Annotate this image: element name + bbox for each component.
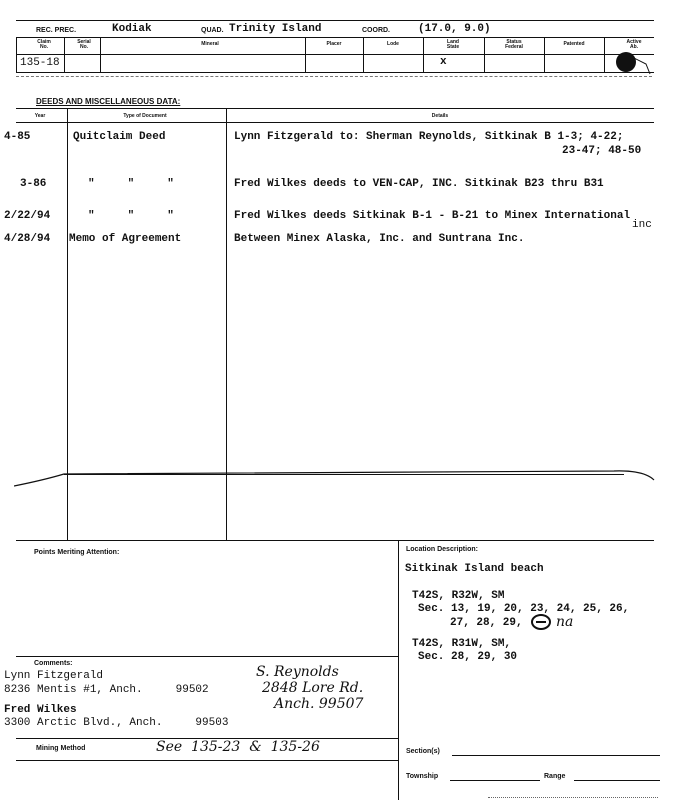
deed-type: " " " bbox=[88, 178, 174, 190]
deed-year: 4/28/94 bbox=[4, 233, 51, 245]
col-status-federal: Status Federal bbox=[505, 39, 523, 50]
location-block2-line2: Sec. 28, 29, 30 bbox=[418, 651, 518, 663]
ink-blot-icon bbox=[612, 48, 652, 78]
location-block1-line1: T42S, R32W, SM bbox=[412, 590, 505, 602]
scan-noise-rule bbox=[16, 76, 652, 77]
deed-year: 4-85 bbox=[4, 131, 31, 143]
col-details: Details bbox=[431, 113, 449, 119]
col-year: Year bbox=[34, 113, 46, 119]
paper-fold-line bbox=[14, 462, 666, 492]
claim-table-divider bbox=[423, 37, 424, 72]
range-label: Range bbox=[544, 773, 566, 780]
township-label: Township bbox=[406, 773, 439, 780]
paper-fold-rule bbox=[64, 474, 624, 475]
coord-value: (17.0, 9.0) bbox=[418, 23, 491, 35]
col-active: Active Ab. bbox=[626, 39, 642, 50]
deed-details: Between Minex Alaska, Inc. and Suntrana Inc. bbox=[234, 233, 525, 245]
comment-line: Lynn Fitzgerald bbox=[4, 670, 104, 682]
claim-table-divider bbox=[604, 37, 605, 72]
deed-details-cont: inc bbox=[632, 219, 652, 231]
deed-details: Fred Wilkes deeds to VEN-CAP, INC. Sitkinak B23 thru B31 bbox=[234, 178, 604, 190]
location-description: Sitkinak Island beach bbox=[405, 563, 544, 575]
comment-line: 3300 Arctic Blvd., Anch. 99503 bbox=[4, 717, 229, 729]
location-description-label: Location Description: bbox=[406, 546, 478, 553]
deed-type: " " " bbox=[88, 210, 174, 222]
quad-label: QUAD. bbox=[201, 27, 224, 34]
rec-prec-label: REC. PREC. bbox=[36, 27, 77, 34]
location-block2-line1: T42S, R31W, SM, bbox=[412, 638, 512, 650]
claim-table-divider bbox=[544, 37, 545, 72]
comments-label: Comments: bbox=[34, 660, 73, 667]
handwritten-name: S. Reynolds bbox=[256, 664, 339, 680]
claim-table-divider bbox=[64, 37, 65, 72]
deeds-top-rule bbox=[16, 108, 654, 109]
comment-line: Fred Wilkes bbox=[4, 704, 77, 716]
comment-line: 8236 Mentis #1, Anch. 99502 bbox=[4, 684, 209, 696]
coord-label: COORD. bbox=[362, 27, 390, 34]
rec-prec-value: Kodiak bbox=[112, 23, 152, 35]
deed-type: Quitclaim Deed bbox=[73, 131, 166, 143]
mining-method-label: Mining Method bbox=[36, 745, 86, 752]
quad-value: Trinity Island bbox=[229, 23, 322, 35]
col-land-status: Land State bbox=[446, 39, 460, 50]
points-meriting-attention-label: Points Meriting Attention: bbox=[34, 549, 120, 556]
location-block1-line3: 27, 28, 29, bbox=[450, 617, 523, 629]
deed-details: Lynn Fitzgerald to: Sherman Reynolds, Sitkinak B 1-3; 4-22; bbox=[234, 131, 624, 143]
location-handwritten-note: na bbox=[556, 614, 574, 630]
location-block1-line2: Sec. 13, 19, 20, 23, 24, 25, 26, bbox=[418, 603, 630, 615]
col-type-of-document: Type of Document bbox=[123, 113, 167, 119]
deed-details-cont: 23-47; 48-50 bbox=[562, 145, 642, 157]
claim-table-left-rule bbox=[16, 37, 17, 72]
col-mineral: Mineral bbox=[201, 41, 219, 47]
deeds-header-rule bbox=[16, 122, 654, 123]
handwritten-city-zip: Anch. 99507 bbox=[274, 696, 364, 712]
claim-table-top-rule bbox=[16, 37, 654, 38]
col-lode: Lode bbox=[387, 41, 399, 47]
scan-noise-rule bbox=[488, 797, 658, 798]
col-serial-no: Serial No. bbox=[77, 39, 91, 50]
mining-method-handwritten: See 135-23 & 135-26 bbox=[156, 739, 320, 755]
claim-no-value: 135-18 bbox=[20, 57, 60, 69]
sections-label: Section(s) bbox=[406, 748, 440, 755]
township-field-line bbox=[450, 780, 540, 781]
sections-field-line bbox=[452, 755, 660, 756]
claim-table-header-rule bbox=[16, 54, 654, 55]
handwritten-address: 2848 Lore Rd. bbox=[262, 680, 364, 696]
circled-mark-icon bbox=[530, 613, 554, 631]
range-field-line bbox=[574, 780, 660, 781]
lower-section-divider bbox=[398, 540, 399, 800]
deed-year: 2/22/94 bbox=[4, 210, 51, 222]
deed-year: 3-86 bbox=[20, 178, 47, 190]
comments-top-rule bbox=[16, 656, 398, 657]
lower-section-top-rule bbox=[16, 540, 654, 541]
col-claim-no: Claim No. bbox=[37, 39, 51, 50]
header-top-rule bbox=[16, 20, 654, 21]
claim-table-divider bbox=[100, 37, 101, 72]
deed-type: Memo of Agreement bbox=[69, 233, 182, 245]
land-state-mark: x bbox=[440, 56, 447, 68]
claim-table-divider bbox=[305, 37, 306, 72]
mining-method-bottom-rule bbox=[16, 760, 398, 761]
deeds-section-title: DEEDS AND MISCELLANEOUS DATA: bbox=[36, 97, 181, 106]
claim-table-divider bbox=[484, 37, 485, 72]
deed-details: Fred Wilkes deeds Sitkinak B-1 - B-21 to Minex International bbox=[234, 210, 631, 222]
claim-table-bottom-rule bbox=[16, 72, 654, 73]
claim-table-divider bbox=[363, 37, 364, 72]
col-patented: Patented bbox=[563, 41, 585, 47]
col-placer: Placer bbox=[326, 41, 342, 47]
